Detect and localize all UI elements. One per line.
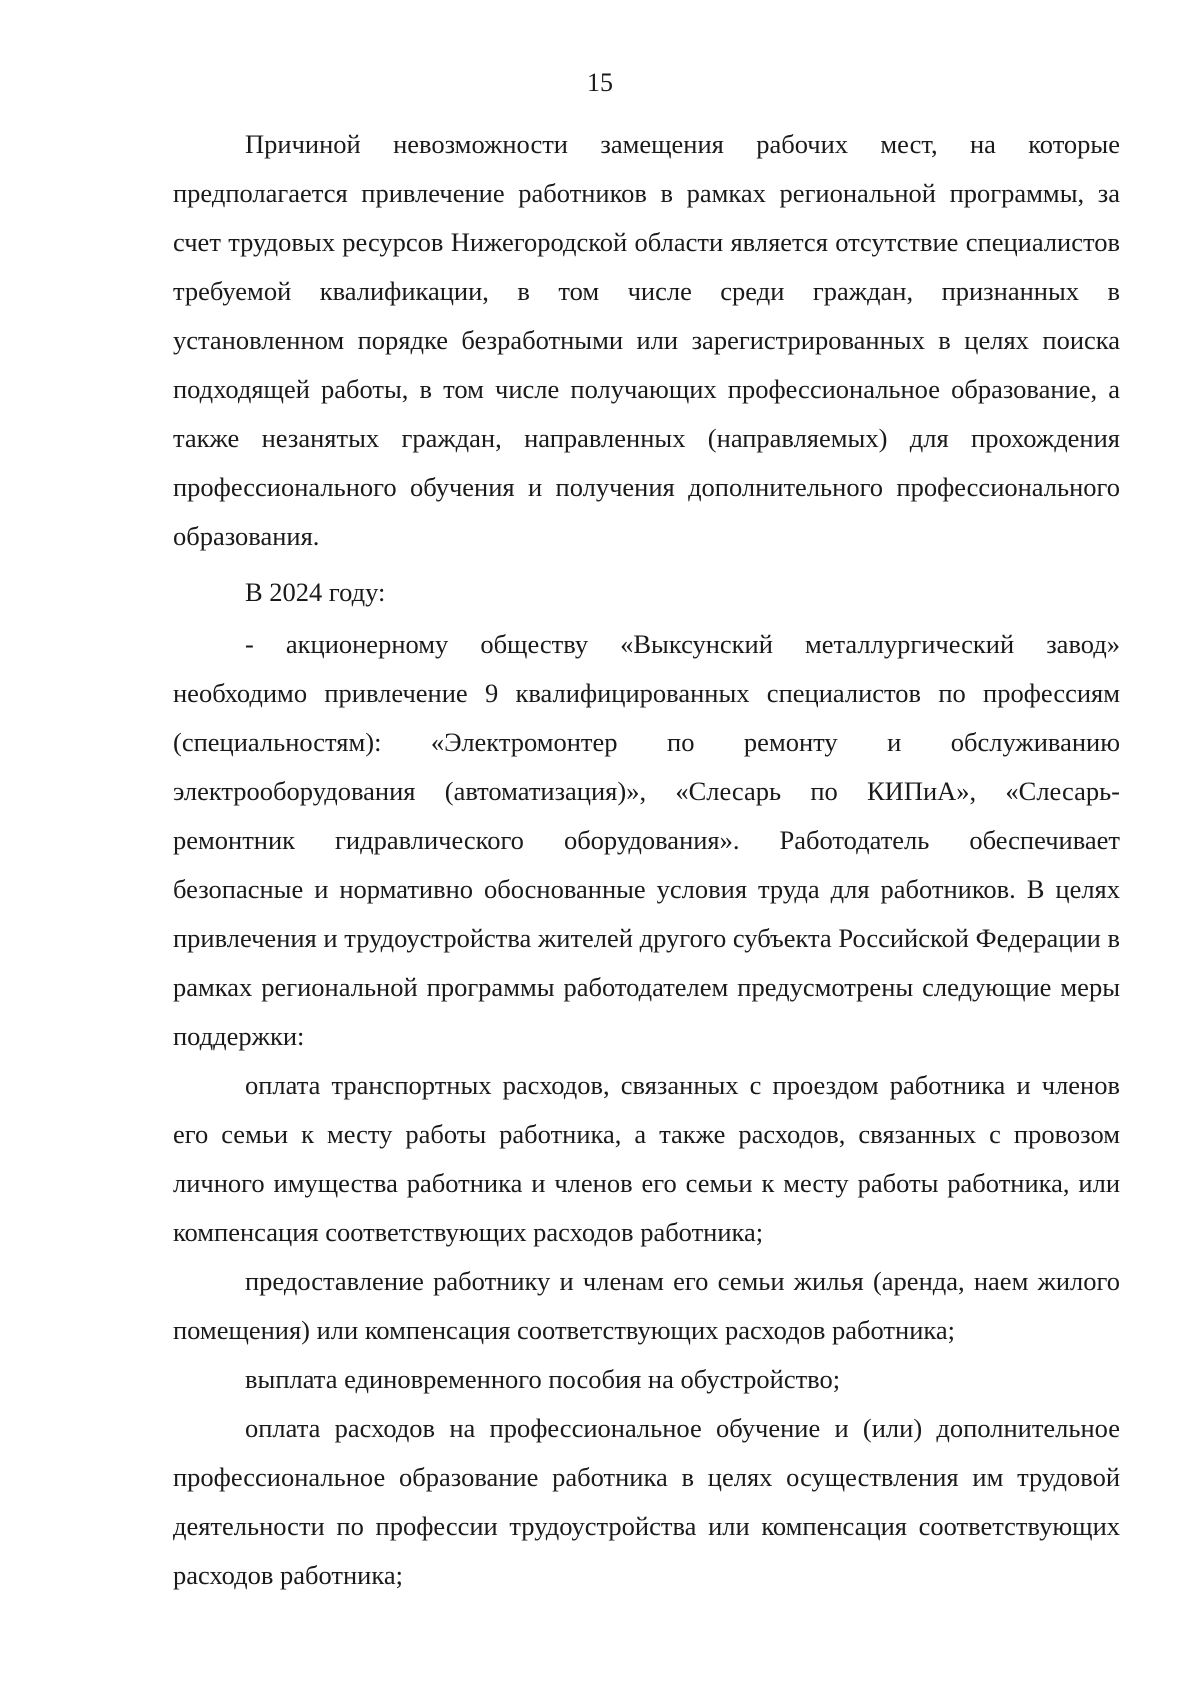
paragraph-company: - акционерному обществу «Выксунский металлургический завод» необходимо привлечение 9 квалифицированных специалистов по профессиям (специальностям): «Электромонтер по ремонту и обслуживанию электрооборудования (автоматизация)», «Слесарь по КИПиА», «Слесарь-ремонтник гидравлического оборудования». Работодатель обеспечивает безопасные и нормативно обоснованные условия труда для работников. В целях привлечения и трудоустройства жителей другого субъекта Российской Федерации в рамках региональной программы работодателем предусмотрены следующие меры поддержки: — [173, 629, 1120, 1051]
measure-item-training: оплата расходов на профессиональное обучение и (или) дополнительное профессиональное образование работника в целях осуществления им трудовой деятельности по профессии трудоустройства или компенсация соответствующих расходов работника; — [173, 1413, 1120, 1590]
paragraph-year-heading: В 2024 году: — [245, 577, 386, 607]
measure-item-housing: предоставление работнику и членам его семьи жилья (аренда, наем жилого помещения) или компенсация соответствующих расходов работника; — [173, 1266, 1120, 1345]
measure-item-transport: оплата транспортных расходов, связанных с проездом работника и членов его семьи к месту работы работника, а также расходов, связанных с провозом личного имущества работника и членов его семьи к месту работы работника, или компенсация соответствующих расходов работника; — [173, 1070, 1120, 1247]
measure-item-allowance: выплата единовременного пособия на обустройство; — [245, 1364, 841, 1394]
document-body — [173, 120, 1120, 1600]
page-number: 15 — [587, 68, 613, 97]
paragraph-reason: Причиной невозможности замещения рабочих мест, на которые предполагается привлечение работников в рамках региональной программы, за счет трудовых ресурсов Нижегородской области является отсутствие специалистов требуемой квалификации, в том числе среди граждан, признанных в установленном порядке безработными или зарегистрированных в целях поиска подходящей работы, в том числе получающих профессиональное образование, а также незанятых граждан, направленных (направляемых) для прохождения профессионального обучения и получения дополнительного профессионального образования. — [173, 129, 1120, 551]
